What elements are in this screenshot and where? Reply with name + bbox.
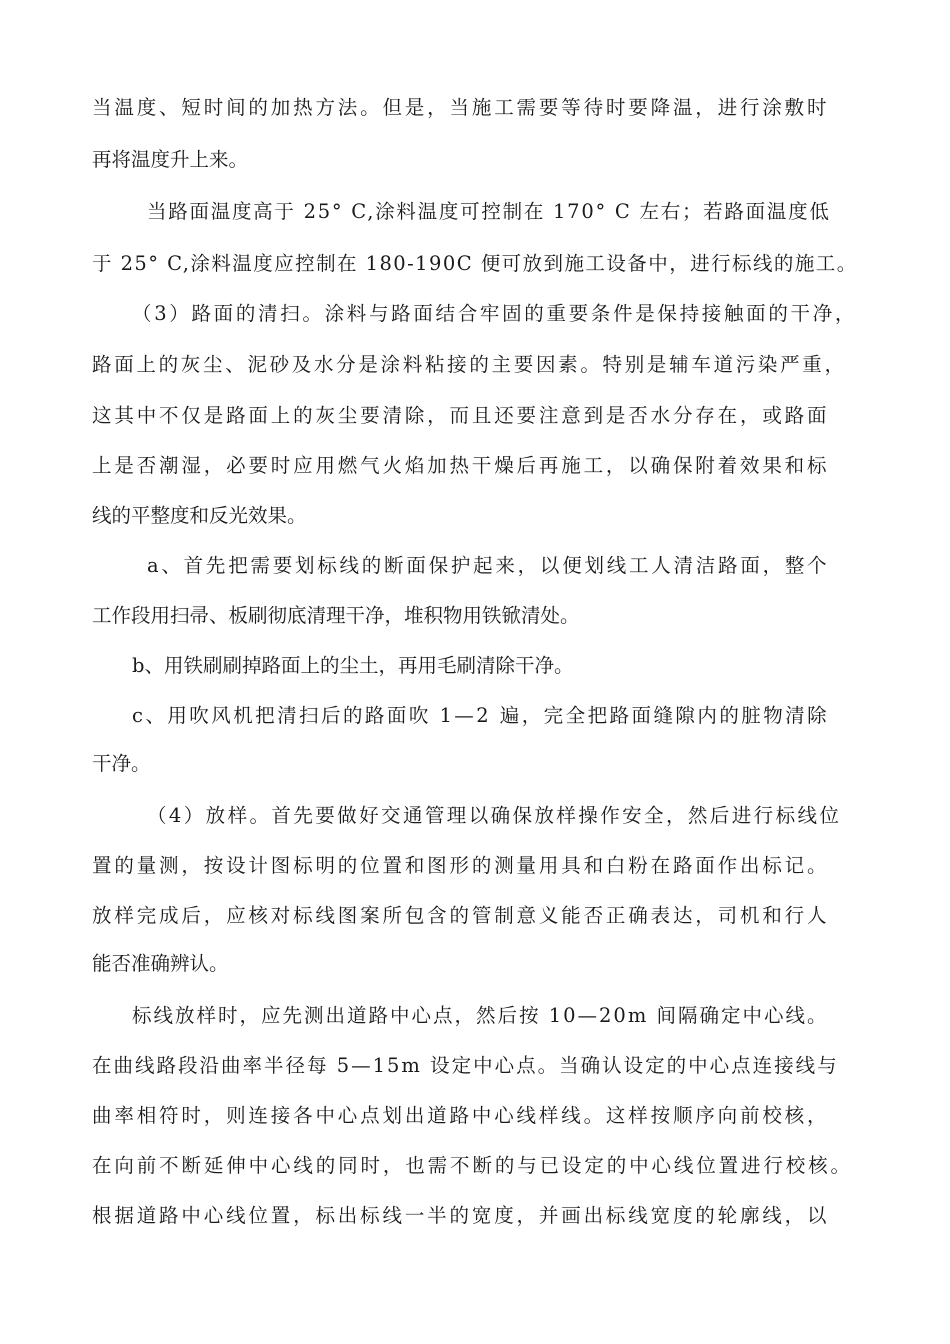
text-line: 当温度、短时间的加热方法。但是，当施工需要等待时要降温，进行涂敷时 xyxy=(92,96,830,119)
text-line: 根据道路中心线位置，标出标线一半的宽度，并画出标线宽度的轮廓线，以 xyxy=(92,1204,830,1227)
text-line: 标线放样时，应先测出道路中心点，然后按 10—20m 间隔确定中心线。 xyxy=(132,1004,829,1027)
text-line: 干净。 xyxy=(92,752,151,775)
text-line: 线的平整度和反光效果。 xyxy=(92,504,307,527)
text-line: b、用铁刷刷掉路面上的尘土，再用毛刷清除干净。 xyxy=(132,654,574,677)
text-line: 能否准确辨认。 xyxy=(92,952,229,975)
text-line: 当路面温度高于 25° C,涂料温度可控制在 170° C 左右；若路面温度低 xyxy=(147,200,831,223)
text-line: 置的量测，按设计图标明的位置和图形的测量用具和白粉在路面作出标记。 xyxy=(92,854,830,877)
text-line: 路面上的灰尘、泥砂及水分是涂料粘接的主要因素。特别是辅车道污染严重， xyxy=(92,353,847,376)
text-line: 这其中不仅是路面上的灰尘要清除，而且还要注意到是否水分存在，或路面 xyxy=(92,404,830,427)
text-line: 再将温度升上来。 xyxy=(92,148,249,171)
text-line: a、首先把需要划标线的断面保护起来，以便划线工人清洁路面，整个 xyxy=(147,554,830,577)
text-line: （4）放样。首先要做好交通管理以确保放样操作安全，然后进行标线位 xyxy=(147,804,842,827)
text-line: 于 25° C,涂料温度应控制在 180-190C 便可放到施工设备中，进行标线的施工。 xyxy=(92,252,858,275)
text-line: 曲率相符时，则连接各中心点划出道路中心线样线。这样按顺序向前校核， xyxy=(92,1104,830,1127)
text-line: 在曲线路段沿曲率半径每 5—15m 设定中心点。当确认设定的中心点连接线与 xyxy=(92,1054,839,1077)
text-line: 工作段用扫帚、板刷彻底清理干净，堆积物用铁锨清处。 xyxy=(92,604,580,627)
text-line: 上是否潮湿，必要时应用燃气火焰加热干燥后再施工，以确保附着效果和标 xyxy=(92,454,830,477)
text-line: （3）路面的清扫。涂料与路面结合牢固的重要条件是保持接触面的干净， xyxy=(132,302,858,325)
text-line: c、用吹风机把清扫后的路面吹 1—2 遍，完全把路面缝隙内的脏物清除 xyxy=(132,704,830,727)
text-line: 放样完成后，应核对标线图案所包含的管制意义能否正确表达，司机和行人 xyxy=(92,904,830,927)
text-line: 在向前不断延伸中心线的同时，也需不断的与已设定的中心线位置进行校核。 xyxy=(92,1154,853,1177)
